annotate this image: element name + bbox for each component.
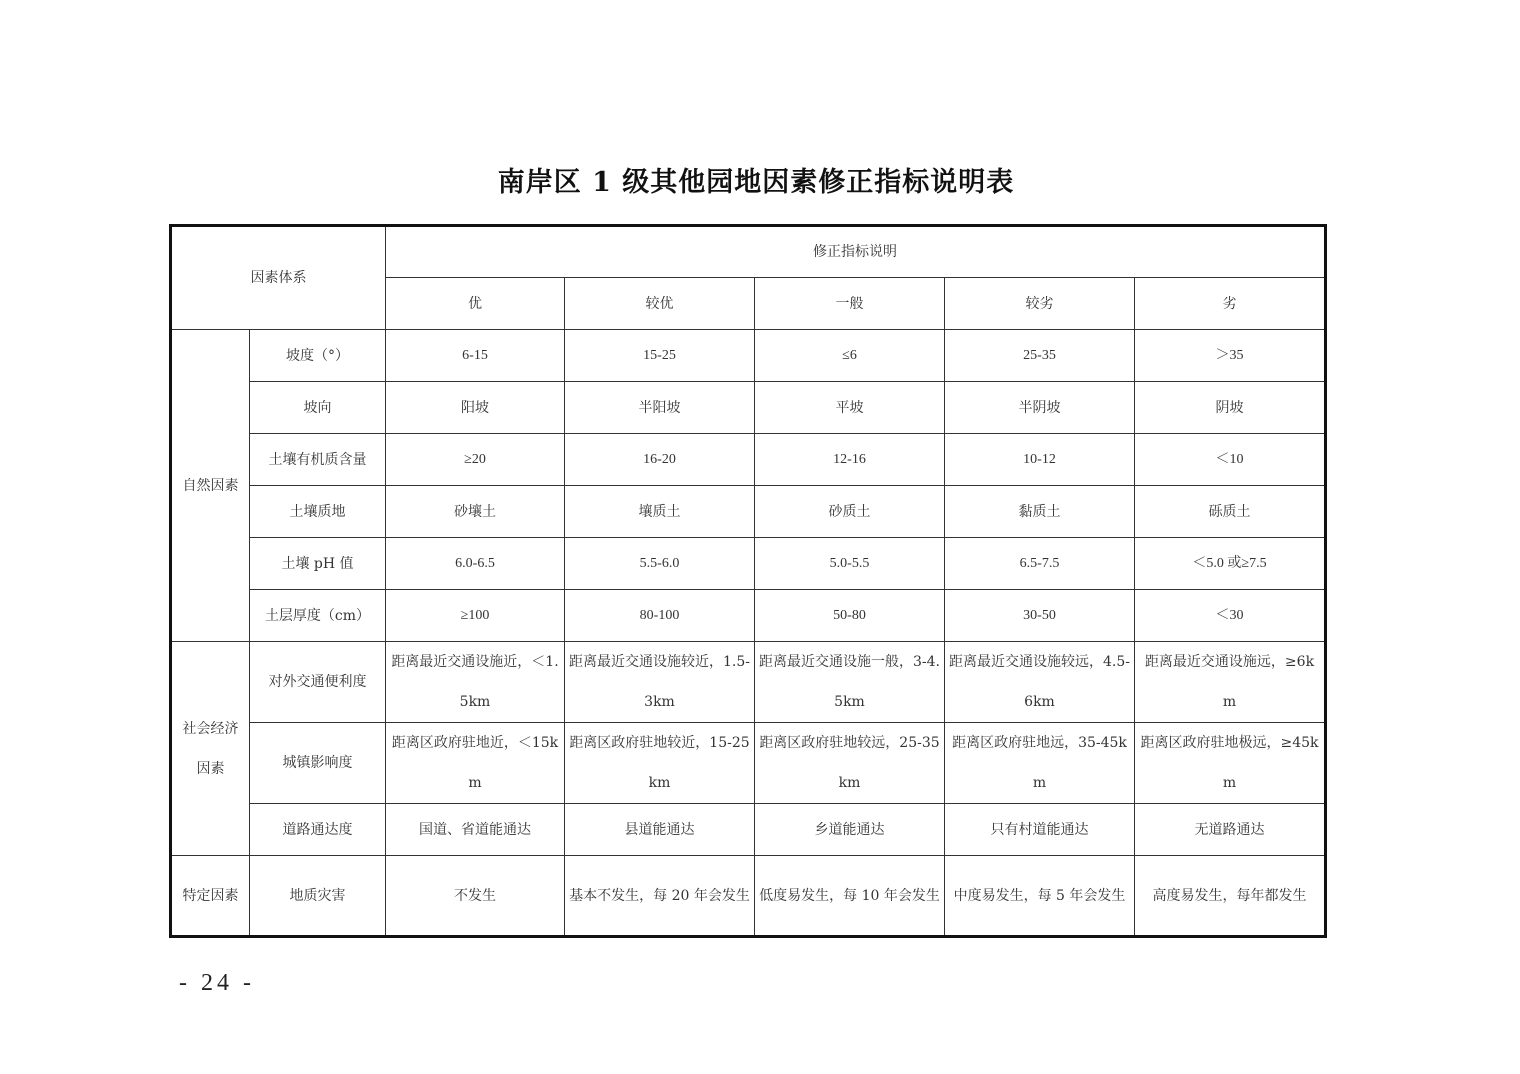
factor-label: 道路通达度: [250, 804, 386, 856]
header-index-desc: 修正指标说明: [386, 226, 1326, 278]
table-cell: 距离最近交通设施较远，4.5-6km: [945, 642, 1135, 723]
table-cell: 平坡: [755, 382, 945, 434]
group-socio: 社会经济因素: [171, 642, 250, 856]
table-cell: 80-100: [565, 590, 755, 642]
group-special: 特定因素: [171, 856, 250, 937]
table-cell: 5.0-5.5: [755, 538, 945, 590]
table-cell: 阳坡: [386, 382, 565, 434]
table-cell: 距离区政府驻地近，＜15km: [386, 723, 565, 804]
table-cell: 国道、省道能通达: [386, 804, 565, 856]
table-cell: 无道路通达: [1135, 804, 1326, 856]
correction-index-table: [169, 224, 1327, 938]
header-grade: 较优: [565, 278, 755, 330]
table-cell: 砂质土: [755, 486, 945, 538]
table-cell: 距离区政府驻地较近，15-25km: [565, 723, 755, 804]
table-cell: 6.5-7.5: [945, 538, 1135, 590]
table-cell: 距离区政府驻地较远，25-35km: [755, 723, 945, 804]
table-cell: ≤6: [755, 330, 945, 382]
table-cell: 黏质土: [945, 486, 1135, 538]
table-cell: 高度易发生，每年都发生: [1135, 856, 1326, 937]
table-cell: 距离最近交通设施近，＜1.5km: [386, 642, 565, 723]
table-cell: 10-12: [945, 434, 1135, 486]
factor-label: 土层厚度（cm）: [250, 590, 386, 642]
table-cell: 半阳坡: [565, 382, 755, 434]
header-grade: 优: [386, 278, 565, 330]
table-cell: ≥20: [386, 434, 565, 486]
table-cell: 16-20: [565, 434, 755, 486]
header-grade: 较劣: [945, 278, 1135, 330]
factor-label: 城镇影响度: [250, 723, 386, 804]
table-cell: 15-25: [565, 330, 755, 382]
table-cell: 壤质土: [565, 486, 755, 538]
table-cell: 县道能通达: [565, 804, 755, 856]
table-row: [171, 538, 1326, 590]
table-cell: 距离最近交通设施较近，1.5-3km: [565, 642, 755, 723]
table-cell: ＞35: [1135, 330, 1326, 382]
table-cell: ＜30: [1135, 590, 1326, 642]
table-row: [171, 642, 1326, 723]
factor-label: 土壤 pH 值: [250, 538, 386, 590]
page-title: 南岸区 1 级其他园地因素修正指标说明表: [497, 167, 1015, 198]
table-row: [171, 590, 1326, 642]
header-factor-system: 因素体系: [171, 226, 386, 330]
group-natural: 自然因素: [171, 330, 250, 642]
table-row: [171, 434, 1326, 486]
table-cell: 只有村道能通达: [945, 804, 1135, 856]
table-cell: 中度易发生，每 5 年会发生: [945, 856, 1135, 937]
table-row: [171, 723, 1326, 804]
table-cell: 半阴坡: [945, 382, 1135, 434]
table-cell: ＜5.0 或≥7.5: [1135, 538, 1326, 590]
table-cell: 25-35: [945, 330, 1135, 382]
table-cell: 不发生: [386, 856, 565, 937]
table-row: [171, 856, 1326, 937]
table-cell: 距离最近交通设施一般，3-4.5km: [755, 642, 945, 723]
header-grade: 一般: [755, 278, 945, 330]
table-row: [171, 804, 1326, 856]
table-cell: 基本不发生，每 20 年会发生: [565, 856, 755, 937]
table-row: [171, 382, 1326, 434]
page-number: - 24 -: [179, 970, 255, 996]
table-cell: 阴坡: [1135, 382, 1326, 434]
table-cell: 30-50: [945, 590, 1135, 642]
table-cell: 5.5-6.0: [565, 538, 755, 590]
table-cell: ＜10: [1135, 434, 1326, 486]
table-cell: 乡道能通达: [755, 804, 945, 856]
table-cell: 砾质土: [1135, 486, 1326, 538]
table-row: [171, 330, 1326, 382]
factor-label: 地质灾害: [250, 856, 386, 937]
factor-label: 土壤有机质含量: [250, 434, 386, 486]
factor-label: 对外交通便利度: [250, 642, 386, 723]
table-cell: 50-80: [755, 590, 945, 642]
table-cell: 距离区政府驻地远，35-45km: [945, 723, 1135, 804]
table-cell: 距离区政府驻地极远，≥45km: [1135, 723, 1326, 804]
table-row: [171, 486, 1326, 538]
table-cell: 距离最近交通设施远，≥6km: [1135, 642, 1326, 723]
table-cell: 12-16: [755, 434, 945, 486]
factor-label: 坡度（°）: [250, 330, 386, 382]
factor-label: 坡向: [250, 382, 386, 434]
table-cell: 砂壤土: [386, 486, 565, 538]
table-cell: 低度易发生，每 10 年会发生: [755, 856, 945, 937]
header-grade: 劣: [1135, 278, 1326, 330]
table-cell: 6-15: [386, 330, 565, 382]
table-cell: 6.0-6.5: [386, 538, 565, 590]
factor-label: 土壤质地: [250, 486, 386, 538]
table-cell: ≥100: [386, 590, 565, 642]
